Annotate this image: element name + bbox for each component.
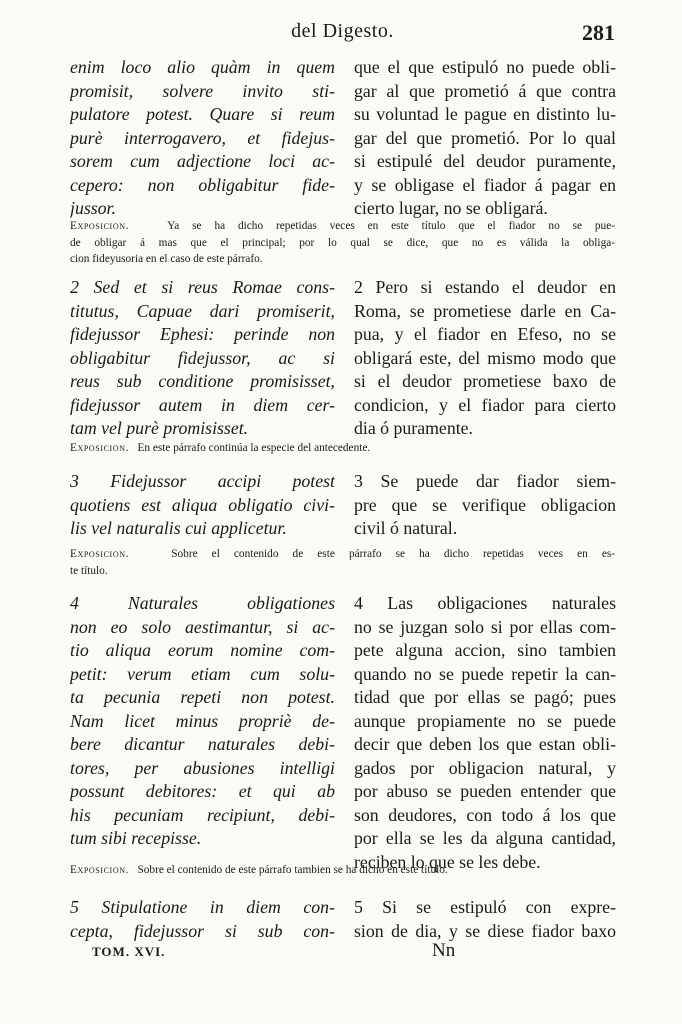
spanish-line: decir que deben los que estan obli- <box>354 734 616 754</box>
latin-line: enim loco alio quàm in quem <box>70 57 335 77</box>
spanish-column <box>354 896 616 943</box>
exposicion-label: Exposicion. <box>70 220 129 232</box>
spanish-line: condicion, y el fiador para cierto <box>354 394 616 415</box>
spanish-line: si estipulé del deudor puramente, <box>354 151 616 171</box>
exposicion-text: de obligar á mas que el principal; por lo qual se dice, que no es válida la obliga- <box>70 236 615 249</box>
spanish-line: y se obligase el fiador á pagar en <box>354 174 616 195</box>
exposicion-text: Ya se ha dicho repetidas veces en este título que el fiador no se pue- <box>167 220 615 232</box>
spanish-line: su voluntad le pague en distinto lu- <box>354 104 616 124</box>
latin-line: fidejussor Ephesi: perinde non <box>70 324 335 344</box>
spanish-line: 3 Se puede dar fiador siem- <box>354 471 616 491</box>
spanish-line: reciben lo que se les debe. <box>354 851 541 872</box>
latin-line: tores, per abusiones intelligi <box>70 757 335 778</box>
latin-line: 4 Naturales obligationes <box>70 593 335 613</box>
spanish-line: por abuso se pueden entender que <box>354 781 616 801</box>
printer-signature: Nn <box>432 940 456 961</box>
spanish-line: Roma, se prometiese darle en Ca- <box>354 300 616 321</box>
spanish-line: por ella se les da alguna cantidad, <box>354 828 616 848</box>
latin-line: obligabitur fidejussor, ac si <box>70 347 335 368</box>
spanish-line: sion de dia, y se diese fiador baxo <box>354 920 616 941</box>
latin-line: 5 Stipulatione in diem con- <box>70 897 335 917</box>
running-header <box>70 20 615 48</box>
exposicion-note-1 <box>70 218 615 268</box>
volume-label: TOM. XVI. <box>92 944 166 959</box>
latin-line: promisit, solvere invito sti- <box>70 80 335 101</box>
running-title: del Digesto. <box>291 20 394 42</box>
latin-line: tam vel purè promisisset. <box>70 418 249 438</box>
spanish-line: cierto lugar, no se obligará. <box>354 198 548 218</box>
page-number: 281 <box>582 20 615 45</box>
spanish-line: gados por obligacion natural, y <box>354 757 616 778</box>
spanish-line: dia ó puramente. <box>354 418 473 438</box>
latin-column <box>70 896 335 943</box>
spanish-line: civil ó natural. <box>354 518 458 538</box>
spanish-line: 2 Pero si estando el deudor en <box>354 277 616 297</box>
latin-line: his pecuniam recipiunt, debi- <box>70 804 335 825</box>
latin-line: 3 Fidejussor accipi potest <box>70 471 335 491</box>
latin-column <box>70 470 335 541</box>
latin-line: bere dicantur naturales debi- <box>70 734 335 754</box>
latin-line: jussor. <box>70 198 116 218</box>
exposicion-note-3 <box>70 546 615 579</box>
exposicion-text: Sobre el contenido de este párrafo tambien se ha dicho en este título. <box>137 864 448 876</box>
latin-line: quotiens est aliqua obligatio civi- <box>70 494 335 515</box>
spanish-line: pre que se verifique obligacion <box>354 494 616 515</box>
latin-column <box>70 276 335 441</box>
exposicion-label: Exposicion. <box>70 442 129 454</box>
latin-column <box>70 56 335 221</box>
latin-line: purè interrogavero, et fidejus- <box>70 127 335 148</box>
spanish-column <box>354 470 616 541</box>
spanish-line: pua, y el fiador en Efeso, no se <box>354 324 616 344</box>
latin-column <box>70 592 335 851</box>
spanish-line: aunque propiamente no se puede <box>354 710 616 731</box>
latin-line: 2 Sed et si reus Romae cons- <box>70 277 335 297</box>
page-footer <box>70 940 615 970</box>
latin-line: pulatore potest. Quare si reum <box>70 104 335 124</box>
spanish-line: quando no se puede repetir la can- <box>354 663 616 684</box>
exposicion-note-4 <box>70 862 615 879</box>
latin-line: cepta, fidejussor si sub con- <box>70 920 335 941</box>
latin-line: lis vel naturalis cui applicetur. <box>70 518 287 538</box>
exposicion-label: Exposicion. <box>70 548 129 560</box>
exposicion-text: En este párrafo continúa la especie del antecedente. <box>137 442 371 454</box>
latin-line: fidejussor autem in diem cer- <box>70 394 335 415</box>
latin-line: sorem cum adjectione loci ac- <box>70 151 335 171</box>
latin-line: cepero: non obligabitur fide- <box>70 174 335 195</box>
spanish-column <box>354 276 616 441</box>
paragraph-block-4 <box>70 592 615 878</box>
paragraph-block-2 <box>70 276 615 444</box>
spanish-line: que el que estipuló no puede obli- <box>354 57 616 77</box>
latin-line: ta pecunia repeti non potest. <box>70 687 335 707</box>
spanish-line: gar al que prometió á que contra <box>354 80 616 101</box>
spanish-line: gar del que prometió. Por lo qual <box>354 127 616 148</box>
latin-line: Nam licet minus propriè de- <box>70 710 335 731</box>
spanish-line: 4 Las obligaciones naturales <box>354 593 616 613</box>
latin-line: petit: verum etiam cum solu- <box>70 663 335 684</box>
spanish-line: no se juzgan solo si por ellas com- <box>354 616 616 637</box>
spanish-line: si el deudor prometiese baxo de <box>354 371 616 391</box>
spanish-line: 5 Si se estipuló con expre- <box>354 897 616 917</box>
spanish-line: obligará este, del mismo modo que <box>354 347 616 368</box>
spanish-line: tidad que por ellas se pagó; pues <box>354 687 616 707</box>
paragraph-block-5 <box>70 896 615 944</box>
exposicion-text: Sobre el contenido de este párrafo se ha dicho repetidas veces en es- <box>171 548 615 560</box>
spanish-column <box>354 592 616 874</box>
spanish-line: pete alguna accion, sino tambien <box>354 640 616 660</box>
exposicion-note-2 <box>70 440 615 457</box>
latin-line: non eo solo aestimantur, si ac- <box>70 616 335 637</box>
spanish-line: son deudores, con todo á los que <box>354 804 616 825</box>
latin-line: tio aliqua eorum nomine com- <box>70 640 335 660</box>
exposicion-text: cion fideyusoria en el caso de este párrafo. <box>70 253 263 265</box>
latin-line: tum sibi recepisse. <box>70 828 202 848</box>
latin-line: titutus, Capuae dari promiserit, <box>70 300 335 321</box>
latin-line: possunt debitores: et qui ab <box>70 781 335 801</box>
paragraph-block-3 <box>70 470 615 542</box>
exposicion-text: te título. <box>70 564 108 577</box>
paragraph-block-1 <box>70 56 615 224</box>
spanish-column <box>354 56 616 221</box>
exposicion-label: Exposicion. <box>70 864 129 876</box>
latin-line: reus sub conditione promisisset, <box>70 371 335 391</box>
